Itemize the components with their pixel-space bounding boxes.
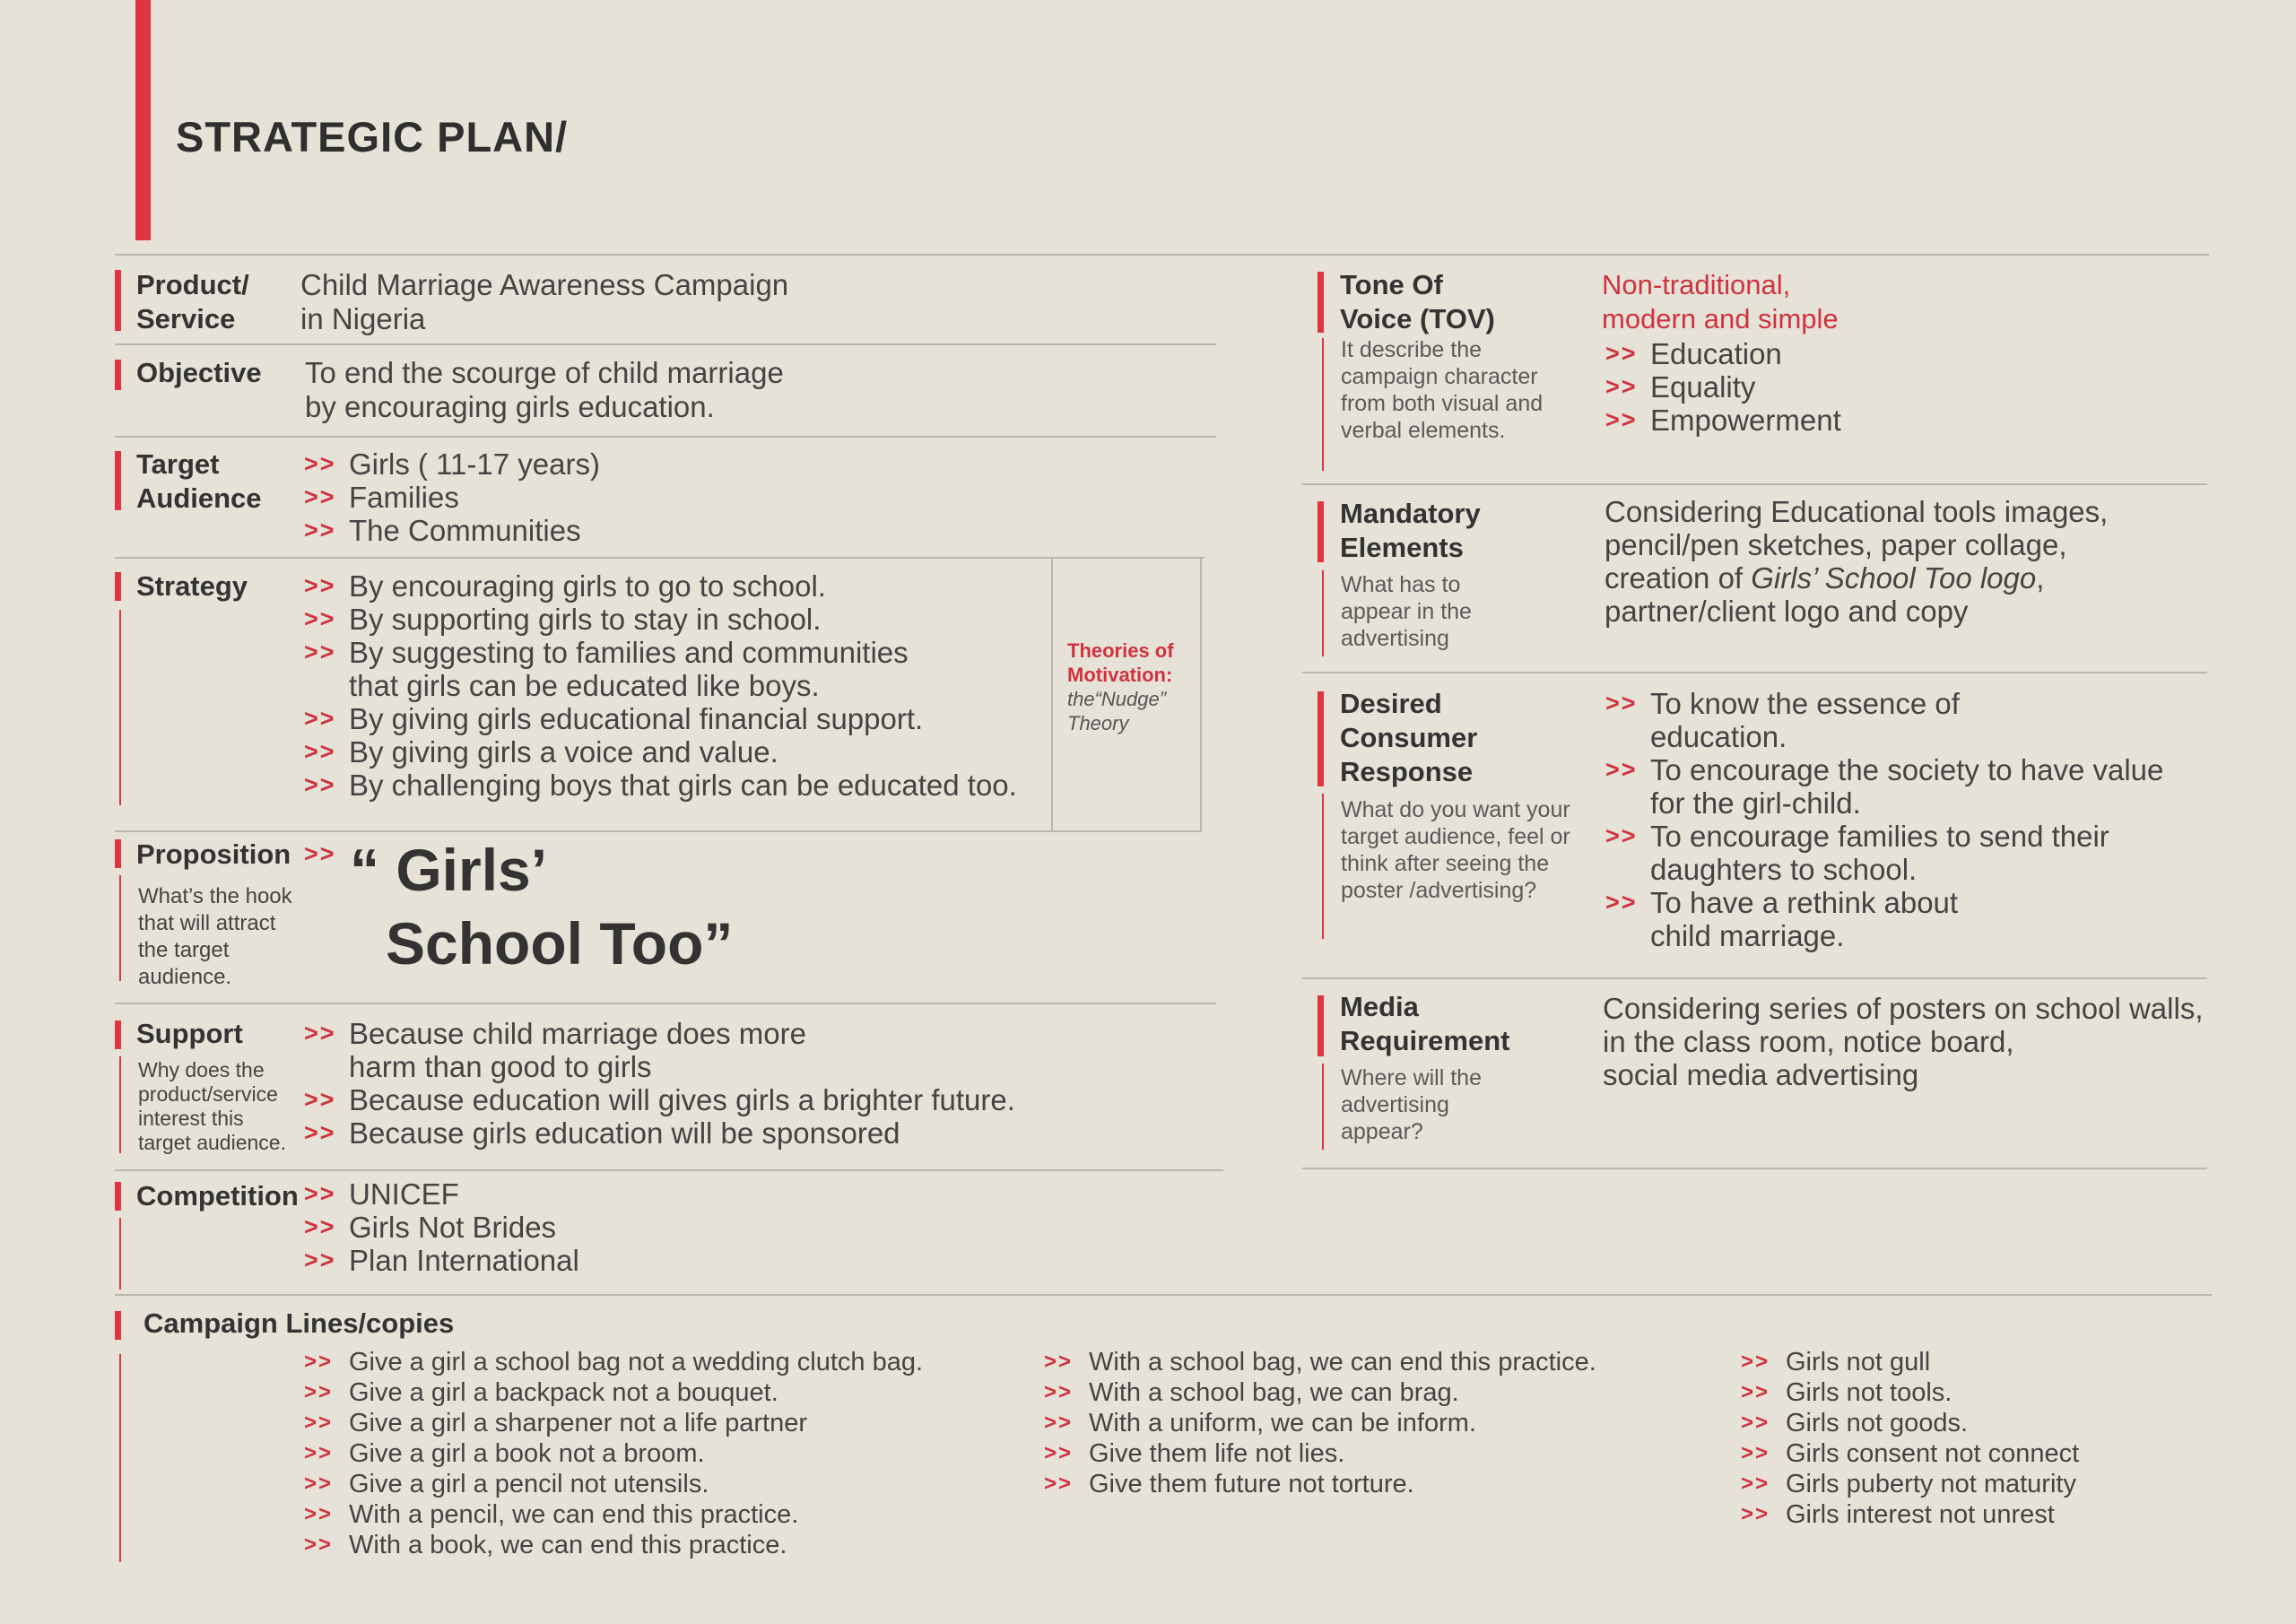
objective-label: Objective bbox=[136, 357, 262, 388]
campaign-list-col1 bbox=[304, 1347, 923, 1560]
objective-value: To end the scourge of child marriage by encouraging girls education. bbox=[305, 356, 784, 423]
list-item: >> Because child marriage does more harm than good to girls bbox=[304, 1017, 1015, 1083]
list-item: >> By challenging boys that girls can be educated too. bbox=[304, 769, 1017, 802]
desired-list bbox=[1605, 687, 2163, 952]
tone-headline: Non-traditional, modern and simple bbox=[1602, 269, 1839, 334]
product-label: Product/ Service bbox=[136, 269, 249, 334]
mandatory-guide-line bbox=[1322, 570, 1324, 656]
media-accent-bar bbox=[1318, 995, 1324, 1056]
tone-guide-line bbox=[1322, 338, 1324, 471]
proposition-guide-line bbox=[119, 875, 121, 981]
campaign-guide-line bbox=[119, 1354, 121, 1562]
mandatory-label: Mandatory Elements bbox=[1340, 498, 1481, 563]
campaign-accent-bar bbox=[115, 1311, 121, 1340]
media-text: Considering series of posters on school walls, in the class room, notice board, social media advertising bbox=[1603, 992, 2204, 1091]
target-label: Target Audience bbox=[136, 448, 262, 514]
list-item: >> Because girls education will be sponsored bbox=[304, 1116, 1015, 1150]
campaign-list-col3 bbox=[1741, 1347, 2079, 1530]
list-item: >> Give a girl a backpack not a bouquet. bbox=[304, 1377, 923, 1408]
list-item: >> To encourage the society to have value for the girl-child. bbox=[1605, 753, 2163, 820]
divider-mandatory bbox=[1302, 672, 2207, 673]
list-item: >> Empowerment bbox=[1605, 404, 1841, 437]
mandatory-desc: What has to appear in the advertising bbox=[1341, 572, 1472, 651]
list-item: >> By supporting girls to stay in school. bbox=[304, 603, 1017, 636]
target-accent-bar bbox=[115, 451, 121, 510]
list-item: >> By giving girls a voice and value. bbox=[304, 735, 1017, 769]
list-item: >> Because education will gives girls a brighter future. bbox=[304, 1083, 1015, 1116]
competition-guide-line bbox=[119, 1218, 121, 1290]
list-item: >> By giving girls educational financial support. bbox=[304, 702, 1017, 735]
theory-note: Theories of Motivation: the“Nudge” Theory bbox=[1067, 639, 1174, 734]
divider-tone bbox=[1302, 483, 2207, 485]
list-item: >> By suggesting to families and communities that girls can be educated like boys. bbox=[304, 636, 1017, 702]
divider-target bbox=[115, 557, 1205, 559]
tone-desc: It describe the campaign character from both visual and verbal elements. bbox=[1341, 337, 1544, 443]
list-item: >> Equality bbox=[1605, 370, 1841, 404]
competition-accent-bar bbox=[115, 1182, 121, 1211]
list-item: >> With a uniform, we can be inform. bbox=[1044, 1408, 1596, 1438]
strategy-label: Strategy bbox=[136, 570, 248, 602]
divider-desired bbox=[1302, 977, 2207, 979]
tone-list bbox=[1605, 337, 1841, 437]
divider-competition bbox=[115, 1294, 2212, 1296]
list-item: >> Girls interest not unrest bbox=[1741, 1499, 2079, 1530]
media-desc: Where will the advertising appear? bbox=[1341, 1065, 1482, 1144]
support-label: Support bbox=[136, 1018, 243, 1049]
theory-box-right bbox=[1200, 557, 1202, 831]
target-list bbox=[304, 447, 600, 547]
divider-support bbox=[115, 1169, 1223, 1171]
support-guide-line bbox=[119, 1056, 121, 1153]
campaign-label: Campaign Lines/copies bbox=[144, 1307, 455, 1339]
list-item: >> With a book, we can end this practice. bbox=[304, 1530, 923, 1560]
tone-accent-bar bbox=[1318, 272, 1324, 333]
competition-list bbox=[304, 1177, 579, 1277]
strategy-guide-line bbox=[119, 610, 121, 805]
list-item: >> Girls ( 11-17 years) bbox=[304, 447, 600, 481]
list-item: >> Education bbox=[1605, 337, 1841, 370]
proposition-quote: “ Girls’ School Too” bbox=[350, 837, 734, 977]
divider-proposition bbox=[115, 1003, 1216, 1004]
desired-accent-bar bbox=[1318, 691, 1324, 786]
media-label: Media Requirement bbox=[1340, 991, 1510, 1056]
divider-media bbox=[1302, 1168, 2207, 1169]
list-item: >> Give them future not torture. bbox=[1044, 1469, 1596, 1499]
list-item: >> Give a girl a school bag not a wedding clutch bag. bbox=[304, 1347, 923, 1377]
mandatory-accent-bar bbox=[1318, 501, 1324, 562]
proposition-desc: What’s the hook that will attract the target audience. bbox=[138, 884, 292, 989]
list-item: >> Girls not tools. bbox=[1741, 1377, 2079, 1408]
list-item: >> The Communities bbox=[304, 514, 600, 547]
proposition-accent-bar bbox=[115, 839, 121, 868]
support-list bbox=[304, 1017, 1015, 1150]
proposition-label: Proposition bbox=[136, 838, 291, 870]
desired-desc: What do you want your target audience, feel or think after seeing the poster /advertising? bbox=[1341, 797, 1570, 903]
desired-label: Desired Consumer Response bbox=[1340, 688, 1478, 787]
list-item: >> With a school bag, we can brag. bbox=[1044, 1377, 1596, 1408]
list-item: >> To encourage families to send their daughters to school. bbox=[1605, 820, 2163, 886]
strategy-list bbox=[304, 569, 1017, 802]
desired-guide-line bbox=[1322, 794, 1324, 939]
support-accent-bar bbox=[115, 1020, 121, 1049]
competition-label: Competition bbox=[136, 1180, 299, 1211]
list-item: >> With a pencil, we can end this practice. bbox=[304, 1499, 923, 1530]
list-item: >> Girls consent not connect bbox=[1741, 1438, 2079, 1469]
list-item: >> Girls Not Brides bbox=[304, 1211, 579, 1244]
header-accent-bar bbox=[135, 0, 151, 240]
divider-product bbox=[115, 343, 1216, 345]
product-accent-bar bbox=[115, 270, 121, 331]
list-item: >> Give a girl a pencil not utensils. bbox=[304, 1469, 923, 1499]
list-item: >> Give them life not lies. bbox=[1044, 1438, 1596, 1469]
page-title: STRATEGIC PLAN/ bbox=[176, 113, 569, 161]
divider-strategy bbox=[115, 830, 1202, 832]
list-item: >> Girls puberty not maturity bbox=[1741, 1469, 2079, 1499]
list-item: >> Give a girl a book not a broom. bbox=[304, 1438, 923, 1469]
list-item: >> Families bbox=[304, 481, 600, 514]
list-item: >> Girls not goods. bbox=[1741, 1408, 2079, 1438]
list-item: >> To have a rethink about child marriage. bbox=[1605, 886, 2163, 952]
media-guide-line bbox=[1322, 1064, 1324, 1150]
list-item: >> Plan International bbox=[304, 1244, 579, 1277]
list-item: >> UNICEF bbox=[304, 1177, 579, 1211]
list-item: >> Girls not gull bbox=[1741, 1347, 2079, 1377]
support-desc: Why does the product/service interest this target audience. bbox=[138, 1058, 286, 1154]
list-item: >> To know the essence of education. bbox=[1605, 687, 2163, 753]
divider-objective bbox=[115, 436, 1216, 438]
objective-accent-bar bbox=[115, 360, 121, 390]
list-item: >> With a school bag, we can end this practice. bbox=[1044, 1347, 1596, 1377]
product-value: Child Marriage Awareness Campaign in Nigeria bbox=[300, 268, 789, 335]
strategy-accent-bar bbox=[115, 572, 121, 601]
theory-box-left bbox=[1051, 557, 1053, 831]
list-item: >> Give a girl a sharpener not a life partner bbox=[304, 1408, 923, 1438]
header-divider bbox=[115, 254, 2209, 256]
tone-label: Tone Of Voice (TOV) bbox=[1340, 269, 1495, 334]
list-item: >> By encouraging girls to go to school. bbox=[304, 569, 1017, 603]
mandatory-text: Considering Educational tools images, pencil/pen sketches, paper collage, creation of Girls’ School Too logo, partner/client logo and copy bbox=[1605, 495, 2109, 628]
campaign-list-col2 bbox=[1044, 1347, 1596, 1499]
proposition-arrow: >> bbox=[304, 840, 336, 867]
